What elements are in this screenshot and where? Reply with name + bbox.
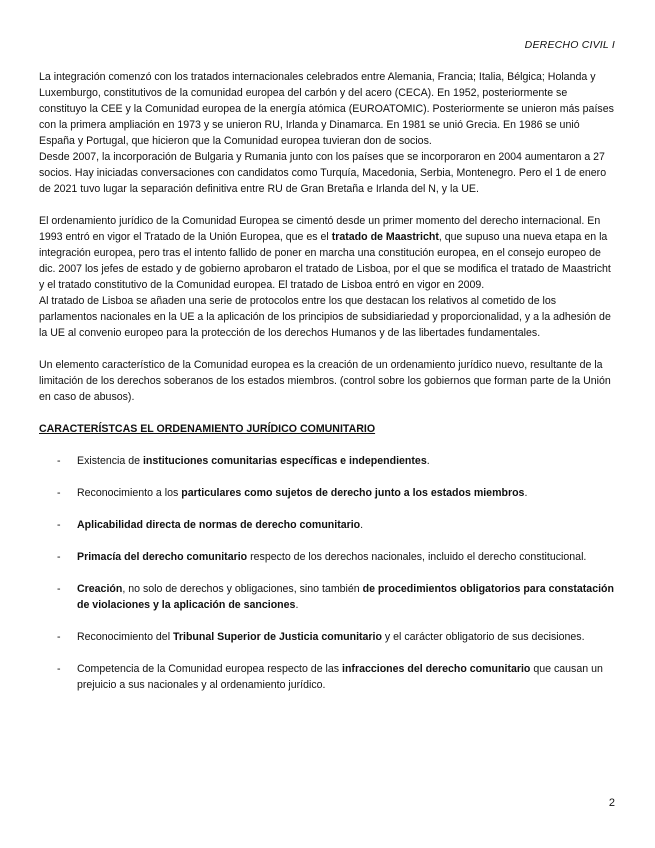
maastricht-treaty-term: tratado de Maastricht (331, 231, 439, 243)
list-dash: - (57, 519, 61, 531)
list-item: - Primacía del derecho comunitario respecto de los derechos nacionales, incluido el derecho constitucional. (57, 551, 587, 563)
running-header: DERECHO CIVIL I (524, 39, 615, 51)
paragraph-enlargement: Desde 2007, la incorporación de Bulgaria y Rumania junto con los países que se incorporaron en 2004 aumentaron a 27 socios. Hay iniciadas conversaciones con candidatos como Turquía, Macedonia, Serbia, Montenegro. Pero el 1 de enero de 2021 tuvo lugar la separación definitiva entre RU de Gran Bretaña e Irlanda del N, y la UE. (39, 151, 607, 195)
section-title: CARACTERÍSTCAS EL ORDENAMIENTO JURÍDICO COMUNITARIO (39, 423, 376, 435)
list-item: - Aplicabilidad directa de normas de derecho comunitario. (57, 519, 364, 531)
page-number: 2 (608, 797, 615, 809)
list-item: - Existencia de instituciones comunitarias específicas e independientes. (57, 455, 430, 467)
list-dash: - (57, 663, 61, 675)
paragraph-characteristic-element: Un elemento característico de la Comunidad europea es la creación de un ordenamiento jurídico nuevo, resultante de la limitación de los derechos soberanos de los estados miembros. (control sobre los gobiernos que forman parte de la Unión en caso de abusos). (39, 359, 611, 403)
list-item: - Reconocimiento a los particulares como sujetos de derecho junto a los estados miembros. (57, 487, 528, 499)
characteristics-list (39, 453, 617, 693)
list-dash: - (57, 551, 61, 563)
list-item: - Reconocimiento del Tribunal Superior de Justicia comunitario y el carácter obligatorio de sus decisiones. (57, 631, 585, 643)
list-dash: - (57, 631, 61, 643)
list-dash: - (57, 583, 61, 595)
list-item: - Creación, no solo de derechos y obligaciones, sino también de procedimientos obligatorios para constatación de violaciones y la aplicación de sanciones. (57, 583, 614, 611)
paragraph-integration-history: La integración comenzó con los tratados internacionales celebrados entre Alemania, Francia; Italia, Bélgica; Holanda y Luxemburgo, constitutivos de la comunidad europea del carbón y del acero (CECA). En 1952, posteriormente se constituyo la CEE y la Comunidad europea de la energía atómica (EUROATOMIC). Posteriormente se unieron más países con la primera ampliación en 1973 y se unieron RU, Irlanda y Dinamarca. En 1981 se unió Grecia. En 1986 se unió España y Portugal, que hicieron que la Comunidad europea tuvieran don de socios. (39, 71, 614, 147)
page-body (39, 69, 617, 693)
list-dash: - (57, 455, 61, 467)
paragraph-lisbon-protocols: Al tratado de Lisboa se añaden una serie de protocolos entre los que destacan los relativos al cometido de los parlamentos nacionales en la UE a la aplicación de los principios de subsidiariedad y proporcionalidad, y a la adhesión de la UE al convenio europeo para la protección de los derechos Humanos y de las libertades fundamentales. (39, 295, 611, 339)
list-dash: - (57, 487, 61, 499)
paragraph-legal-order: El ordenamiento jurídico de la Comunidad Europea se cimentó desde un primer momento del derecho internacional. En 1993 entró en vigor el Tratado de la Unión Europea, que es el tratado de Maastricht, que supuso una nueva etapa en la integración europea, pero tras el intento fallido de poner en marcha una constitución europea, en el consejo europeo de dic. 2007 los jefes de estado y de gobierno aprobaron el tratado de Lisboa, por el que se modifica el tratado de Maastricht y el tratado constitutivo de la Comunidad europea. El tratado de Lisboa entró en vigor en 2009. (39, 215, 611, 291)
list-item: - Competencia de la Comunidad europea respecto de las infracciones del derecho comunitario que causan un prejuicio a sus nacionales y al ordenamiento jurídico. (57, 663, 603, 691)
